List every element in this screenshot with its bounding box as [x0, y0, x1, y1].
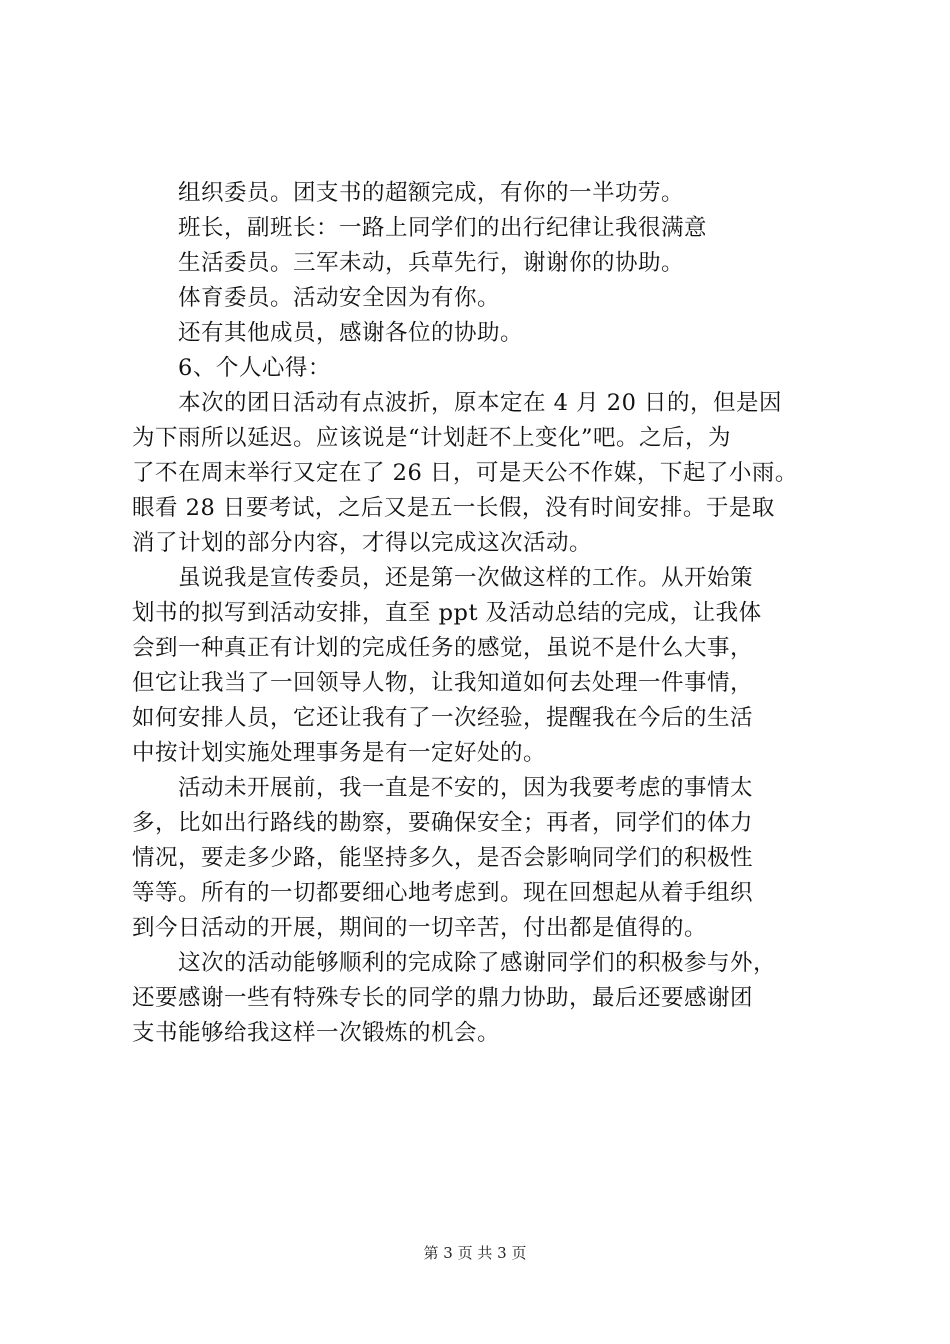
page-number-footer: 第 3 页 共 3 页	[423, 1244, 527, 1262]
text-line: 班长，副班长：一路上同学们的出行纪律让我很满意	[178, 215, 708, 241]
text-line: 体育委员。活动安全因为有你。	[178, 285, 501, 311]
text-line: 多，比如出行路线的勘察，要确保安全；再者，同学们的体力	[132, 810, 754, 836]
text-line: 活动未开展前，我一直是不安的，因为我要考虑的事情太	[178, 775, 754, 801]
text-line: 会到一种真正有计划的完成任务的感觉，虽说不是什么大事，	[132, 635, 754, 661]
section-heading: 6、个人心得：	[178, 355, 331, 381]
text-line: 虽说我是宣传委员，还是第一次做这样的工作。从开始策	[178, 565, 754, 591]
text-line: 这次的活动能够顺利的完成除了感谢同学们的积极参与外，	[178, 950, 777, 976]
text-line: 到今日活动的开展，期间的一切辛苦，付出都是值得的。	[132, 915, 708, 941]
text-line: 组织委员。团支书的超额完成，有你的一半功劳。	[178, 180, 685, 206]
text-line: 了不在周末举行又定在了 26 日，可是天公不作媒，下起了小雨。	[132, 460, 798, 486]
text-line: 中按计划实施处理事务是有一定好处的。	[132, 740, 547, 766]
text-line: 消了计划的部分内容，才得以完成这次活动。	[132, 530, 593, 556]
text-line: 生活委员。三军未动，兵草先行，谢谢你的协助。	[178, 250, 685, 276]
text-line: 等等。所有的一切都要细心地考虑到。现在回想起从着手组织	[132, 880, 754, 906]
text-line: 划书的拟写到活动安排，直至 ppt 及活动总结的完成，让我体	[132, 600, 762, 626]
text-line: 支书能够给我这样一次锻炼的机会。	[132, 1020, 501, 1046]
text-line: 情况，要走多少路，能坚持多久，是否会影响同学们的积极性	[132, 845, 754, 871]
text-line: 但它让我当了一回领导人物，让我知道如何去处理一件事情，	[132, 670, 754, 696]
text-line: 还有其他成员，感谢各位的协助。	[178, 320, 524, 346]
text-line: 眼看 28 日要考试，之后又是五一长假，没有时间安排。于是取	[132, 495, 775, 521]
text-line: 还要感谢一些有特殊专长的同学的鼎力协助，最后还要感谢团	[132, 985, 754, 1011]
document-body	[132, 176, 832, 1051]
text-line: 为下雨所以延迟。应该说是“计划赶不上变化”吧。之后，为	[132, 425, 732, 451]
text-line: 如何安排人员，它还让我有了一次经验，提醒我在今后的生活	[132, 705, 754, 731]
text-line: 本次的团日活动有点波折，原本定在 4 月 20 日的，但是因	[178, 390, 783, 416]
